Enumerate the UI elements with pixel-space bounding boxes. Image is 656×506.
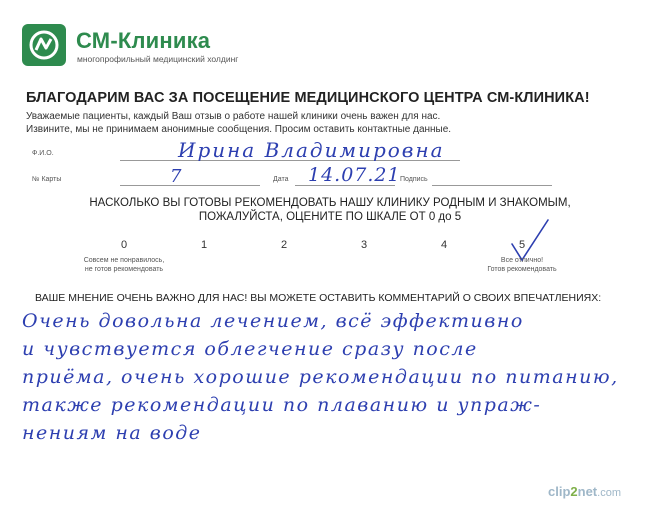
signature-label: Подпись [400,176,428,183]
comment-heading: ВАШЕ МНЕНИЕ ОЧЕНЬ ВАЖНО ДЛЯ НАС! ВЫ МОЖЕТЕ ОСТАВИТЬ КОММЕНТАРИЙ О СВОИХ ВПЕЧАТЛЕНИЯХ: [35,292,602,304]
brand-name: СМ-Клиника [76,28,211,53]
question-line-1: НАСКОЛЬКО ВЫ ГОТОВЫ РЕКОМЕНДОВАТЬ НАШУ КЛИНИКУ РОДНЫМ И ЗНАКОМЫМ, [89,197,571,209]
watermark-part-2: 2 [570,484,578,499]
question-line-2: ПОЖАЛУЙСТА, ОЦЕНИТЕ ПО ШКАЛЕ ОТ 0 до 5 [198,211,462,223]
fio-label: Ф.И.О. [32,150,54,157]
comment-line-3[interactable]: приёма, очень хорошие рекомендации по питанию, [22,366,619,388]
form-title: БЛАГОДАРИМ ВАС ЗА ПОСЕЩЕНИЕ МЕДИЦИНСКОГО ЦЕНТРА СМ-КЛИНИКА! [26,90,590,106]
signature-line[interactable] [432,185,552,186]
low-caption-line-2: не готов рекомендовать [84,266,164,273]
intro-line-1: Уважаемые пациенты, каждый Ваш отзыв о работе нашей клиники очень важен для нас. [26,111,441,122]
high-caption-line-2: Готов рекомендовать [487,266,557,273]
card-line [120,185,260,186]
comment-line-2[interactable]: и чувствуется облегчение сразу после [22,338,478,360]
scale-option-3[interactable]: 3 [360,239,368,251]
scale-option-0[interactable]: 0 [120,239,128,251]
watermark-part-4: .com [597,487,621,499]
card-label: № Карты [32,176,62,183]
scale-option-4[interactable]: 4 [440,239,448,251]
low-caption-line-1: Совсем не понравилось, [83,257,165,264]
scale-option-1[interactable]: 1 [200,239,208,251]
comment-line-4[interactable]: также рекомендации по плаванию и упраж- [22,394,542,416]
watermark [548,484,621,499]
recommend-question [80,196,580,224]
watermark-part-1: clip [548,484,571,499]
watermark-part-3: net [577,484,598,499]
scale-option-2[interactable]: 2 [280,239,288,251]
low-caption [74,256,174,274]
date-field[interactable]: 14.07.21 [308,164,401,186]
scale-option-5[interactable]: 5 [518,239,526,251]
intro-line-2: Извините, мы не принимаем анонимные сообщения. Просим оставить контактные данные. [26,124,452,135]
comment-line-5[interactable]: нениям на воде [22,422,202,444]
brand-subtitle: многопрофильный медицинский холдинг [77,54,239,64]
high-caption-line-1: Все отлично! [500,257,544,264]
comment-line-1[interactable]: Очень довольна лечением, всё эффективно [22,310,524,332]
cm-logo-icon [22,24,66,66]
fio-field[interactable]: Ирина Владимировна [178,138,445,162]
intro-text [26,110,626,136]
high-caption [474,256,570,274]
card-field[interactable]: 7 [170,166,182,187]
date-label: Дата [273,176,289,183]
